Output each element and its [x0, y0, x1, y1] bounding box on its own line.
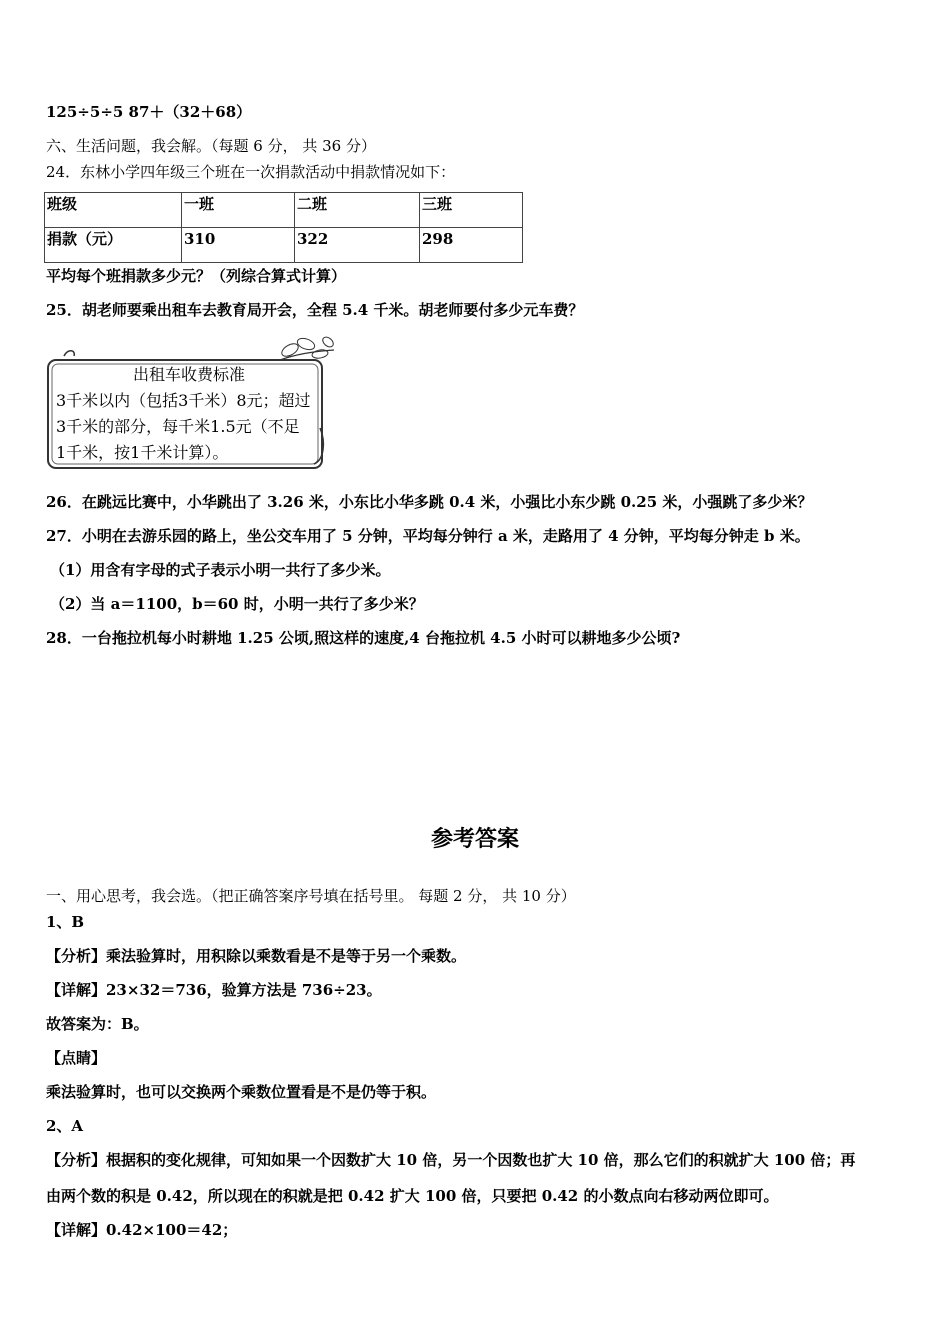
question-27-part-2: （2）当 a＝1100，b＝60 时，小明一共行了多少米？ — [50, 595, 424, 613]
question-24: 24．东林小学四年级三个班在一次捐款活动中捐款情况如下： — [46, 163, 456, 181]
answer-1-detail: 【详解】23×32＝736，验算方法是 736÷23。 — [46, 981, 382, 999]
table-cell: 二班 — [295, 193, 420, 228]
answer-1: 1、B — [46, 913, 85, 931]
section-6-title: 六、生活问题，我会解。（每题 6 分， 共 36 分） — [46, 137, 376, 155]
question-24-ask: 平均每个班捐款多少元？（列综合算式计算） — [46, 267, 347, 285]
sign-line: 3千米的部分，每千米1.5元（不足 — [56, 417, 300, 436]
table-row — [45, 193, 523, 228]
answer-2: 2、A — [46, 1117, 84, 1135]
donation-table — [44, 192, 523, 263]
answer-2-analysis-line-2: 由两个数的积是 0.42，所以现在的积就是把 0.42 扩大 100 倍，只要把 0.42 的小数点向右移动两位即可。 — [46, 1187, 779, 1205]
question-26: 26．在跳远比赛中，小华跳出了 3.26 米，小东比小华多跳 0.4 米，小强比小东少跳 0.25 米，小强跳了多少米？ — [46, 493, 813, 511]
table-cell: 322 — [295, 228, 420, 263]
table-cell: 一班 — [182, 193, 295, 228]
table-cell: 310 — [182, 228, 295, 263]
answer-1-tip: 乘法验算时，也可以交换两个乘数位置看是不是仍等于积。 — [46, 1083, 437, 1101]
question-28: 28．一台拖拉机每小时耕地 1.25 公顷,照这样的速度,4 台拖拉机 4.5 小时可以耕地多少公顷? — [46, 629, 681, 647]
answers-heading: 参考答案 — [430, 826, 519, 852]
question-27-part-1: （1）用含有字母的式子表示小明一共行了多少米。 — [50, 561, 391, 579]
table-cell: 298 — [420, 228, 523, 263]
answer-1-conclusion: 故答案为：B。 — [46, 1015, 149, 1033]
answer-1-tip-label: 【点睛】 — [46, 1049, 107, 1067]
sign-line: 1千米，按1千米计算）。 — [56, 443, 229, 462]
question-27: 27．小明在去游乐园的路上，坐公交车用了 5 分钟，平均每分钟行 a 米，走路用了 4 分钟，平均每分钟走 b 米。 — [46, 527, 810, 545]
table-cell: 捐款（元） — [45, 228, 182, 263]
table-cell: 班级 — [45, 193, 182, 228]
table-row — [45, 228, 523, 263]
taxi-fare-sign — [44, 332, 336, 472]
calc-line: 125÷5÷5 87＋（32＋68） — [46, 103, 252, 121]
answer-2-analysis-line-1: 【分析】根据积的变化规律，可知如果一个因数扩大 10 倍，另一个因数也扩大 10 倍，那么它们的积就扩大 100 倍；再 — [46, 1151, 856, 1169]
answer-2-detail: 【详解】0.42×100＝42； — [46, 1221, 238, 1239]
answers-section-1-title: 一、用心思考，我会选。（把正确答案序号填在括号里。 每题 2 分， 共 10 分） — [46, 887, 576, 905]
answer-1-analysis: 【分析】乘法验算时，用积除以乘数看是不是等于另一个乘数。 — [46, 947, 467, 965]
sign-line: 3千米以内（包括3千米）8元；超过 — [56, 391, 311, 410]
question-25: 25．胡老师要乘出租车去教育局开会，全程 5.4 千米。胡老师要付多少元车费？ — [46, 301, 584, 319]
sign-title: 出租车收费标准 — [132, 365, 245, 384]
table-cell: 三班 — [420, 193, 523, 228]
sign-text — [56, 362, 322, 466]
